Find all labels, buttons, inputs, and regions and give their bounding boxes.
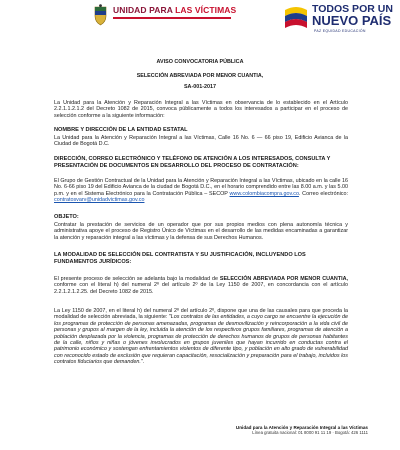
section-entity-heading: NOMBRE Y DIRECCIÓN DE LA ENTIDAD ESTATAL <box>54 127 188 133</box>
page-footer: Unidad para la Atención y Reparación Integral a las Víctimas Línea gratuita nacional: 01 8000 91 11 19 · Bogotá: 426 1111 <box>235 425 368 436</box>
coat-of-arms-icon <box>92 4 109 26</box>
todos-por-un-nuevo-pais-logo: TODOS POR UN NUEVO PAÍS PAZ EQUIDAD EDUCACIÓN <box>282 2 400 38</box>
section-modality-text: El presente proceso de selección se adelanta bajo la modalidad de SELECCIÓN ABREVIADA POR MENOR CUANTIA, conforme con el literal h) del numeral 2º del artículo 2º de la Ley 1150 de 2007, en concordancia con el artículo 2.2.1.2.1.2.25. del Decreto 1082 de 2015. <box>54 276 348 295</box>
section-object-text: Contratar la prestación de servicios de un operador que por sus propios medios con plena autonomía técnica y administrativa apoye el proceso de Registro Único de Víctimas en el desarrollo de las medidas encaminadas a garantizar la atención y reparación integral a las víctimas y la defensa de sus Derechos Humanos. <box>54 222 348 241</box>
aviso-heading: AVISO CONVOCATORIA PÚBLICA <box>156 59 244 65</box>
section-entity-text: La Unidad para la Atención y Reparación Integral a las Víctimas, Calle 16 No. 6 — 66 piso 19, Edificio Avianca de la Ciudad de Bogotá D.C. <box>54 135 348 148</box>
section-object-heading: OBJETO: <box>54 214 79 220</box>
intro-paragraph: La Unidad para la Atención y Reparación Integral a las Víctimas en observancia de lo establecido en el Artículo 2.2.1.1.2.1.2 del Decreto 1082 de 2015, convoca públicamente a todos los interesados a participar en el proceso de selección conforme a la siguiente información: <box>54 100 348 119</box>
colombia-flag-icon <box>282 4 310 32</box>
section-modality-heading: LA MODALIDAD DE SELECCIÓN DEL CONTRATISTA Y SU JUSTIFICACIÓN, INCLUYENDO LOS FUNDAMENTOS JURÍDICOS: <box>54 252 306 265</box>
secop-link[interactable]: www.colombiacompra.gov.co <box>229 190 299 197</box>
process-code: SA-001-2017 <box>183 84 217 90</box>
section-contact-text: El Grupo de Gestión Contractual de la Unidad para la Atención y Reparación Integral a las Víctimas, ubicado en la calle 16 No. 6-66 piso 19 del Edificio Avianca de la ciudad de Bogotá D.C., en el horario comprendido entre las 8.00 a.m. y las 5.00 p.m. y en el Sistema Electrónico para la Contratación Pública – SECOP www.colombiacompra.gov.co. Correo electrónico: contratosvarv@unidadvictimas.gov.co <box>54 178 348 204</box>
section-contact-heading: DIRECCIÓN, CORREO ELECTRÓNICO Y TELÉFONO DE ATENCIÓN A LOS INTERESADOS, CONSULTA Y PRESENTACIÓN DE DOCUMENTOS EN DESARROLLO DEL PROCESO DE CONTRATACIÓN: <box>54 156 331 169</box>
document-title: SELECCIÓN ABREVIADA POR MENOR CUANTIA, <box>136 73 264 79</box>
page-header <box>0 0 400 40</box>
legal-basis-paragraph: La Ley 1150 de 2007, en el literal h) del numeral 2º del artículo 2º, dispone que una de las causales para que proceda la modalidad de selección abreviada, la siguiente: "Los contratos de las entidades, a cuyo cargo se encuentre la ejecución de los programas de protección de personas amenazadas, programas de desmovilización y reincorporación a la vida civil de personas y grupos al margen de la ley, incluida la atención de los respectivos grupos familiares, programas de atención a población desplazada por la violencia, programas de protección de derechos humanos de grupos de personas habitantes de la calle, niños y niñas o jóvenes involucrados en grupos juveniles que hayan incurrido en conductas contra el patrimonio económico y sostengan enfrentamientos violentos de diferente tipo, y población en alto grado de vulnerabilidad con reconocido estado de exclusión que requieran capacitación, resocialización y preparación para el trabajo, incluidos los contratos fiduciarios que demanden.". <box>54 308 348 366</box>
email-link[interactable]: contratosvarv@unidadvictimas.gov.co <box>54 197 145 204</box>
unidad-victimas-logo: UNIDAD PARA LAS VÍCTIMAS <box>113 5 236 15</box>
